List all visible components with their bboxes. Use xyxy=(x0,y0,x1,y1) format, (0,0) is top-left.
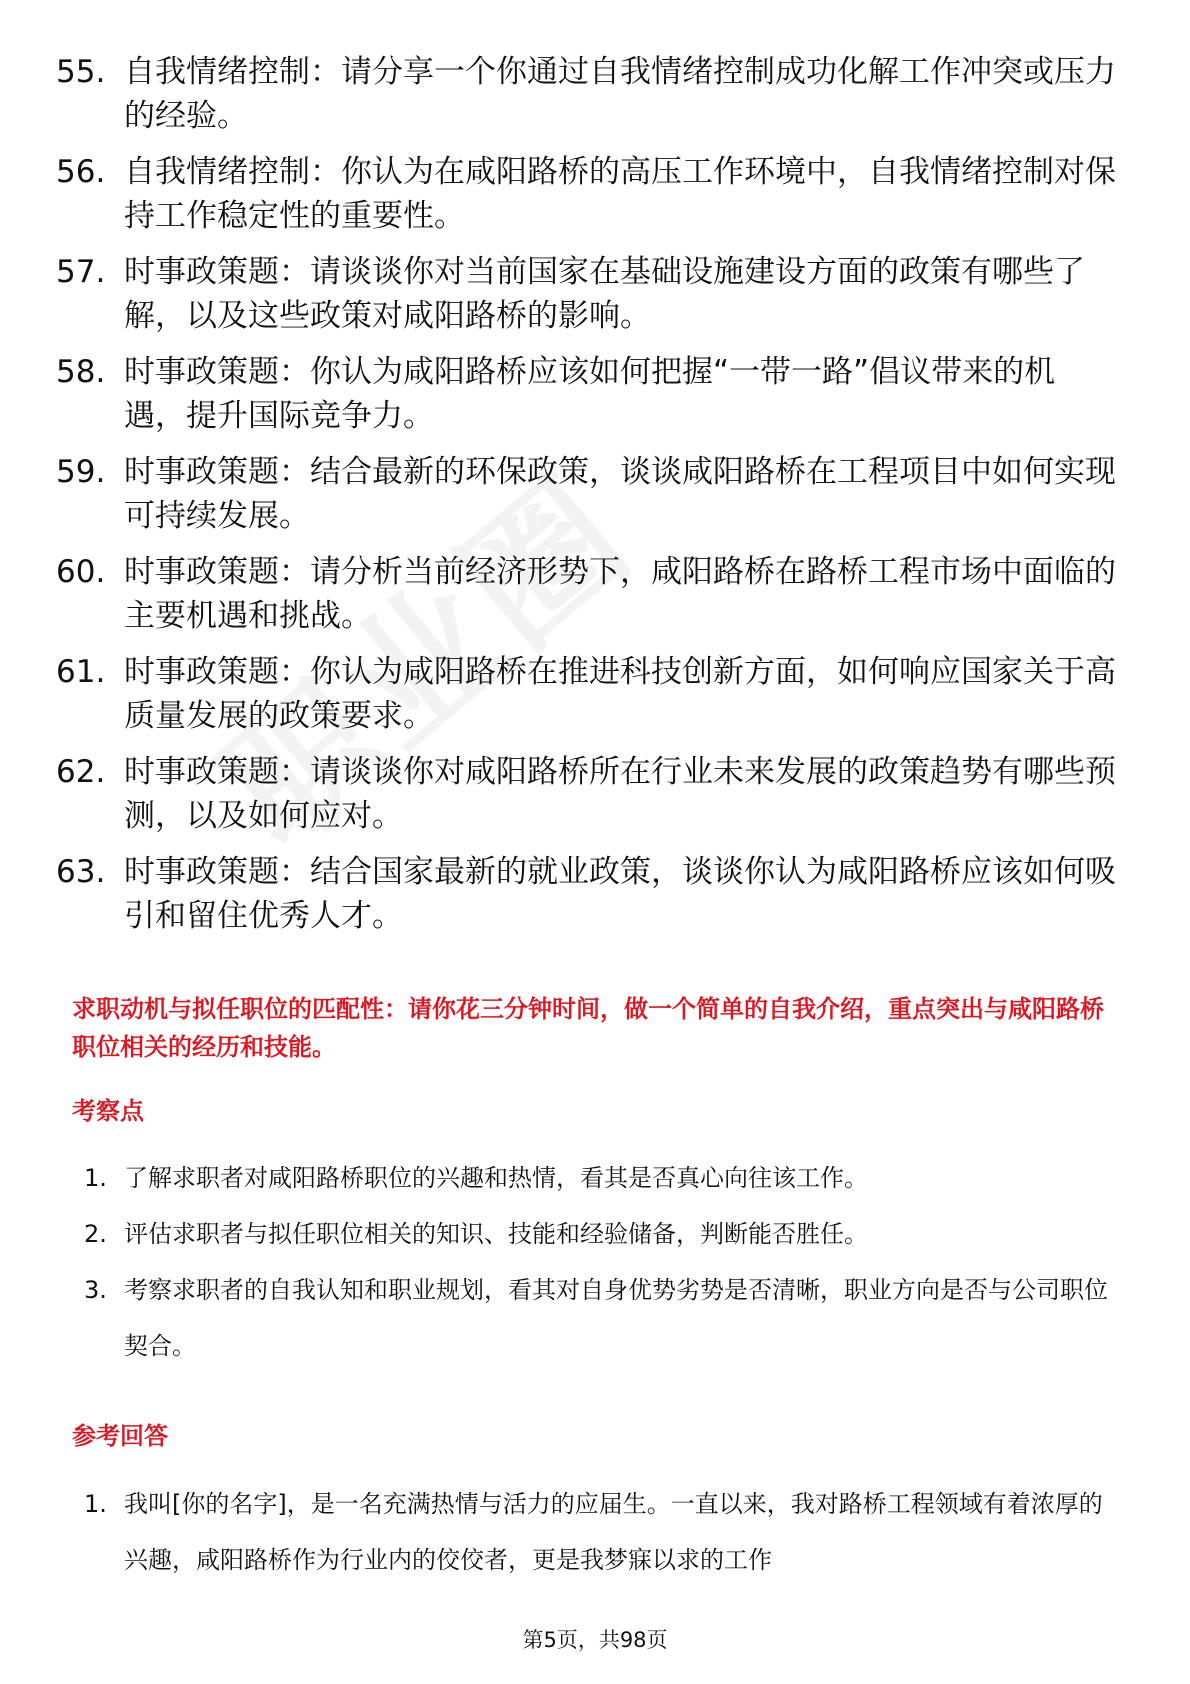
answer-text: 我叫[你的名字]，是一名充满热情与活力的应届生。一直以来，我对路桥工程领域有着浓厚的兴趣，咸阳路桥作为行业内的佼佼者，更是我梦寐以求的工作 xyxy=(124,1490,1103,1574)
answer-number: 1. xyxy=(84,1490,107,1518)
examine-number: 1. xyxy=(84,1164,107,1192)
question-list xyxy=(56,50,1116,950)
question-text: 时事政策题：请谈谈你对当前国家在基础设施建设方面的政策有哪些了解，以及这些政策对咸阳路桥的影响。 xyxy=(124,254,1085,334)
question-number: 60. xyxy=(56,554,106,590)
question-text: 时事政策题：请分析当前经济形势下，咸阳路桥在路桥工程市场中面临的主要机遇和挑战。 xyxy=(124,554,1116,634)
question-text: 时事政策题：请谈谈你对咸阳路桥所在行业未来发展的政策趋势有哪些预测，以及如何应对。 xyxy=(124,754,1116,834)
examine-heading: 考察点 xyxy=(72,1097,144,1125)
question-number: 55. xyxy=(56,54,106,90)
question-text: 时事政策题：结合最新的环保政策，谈谈咸阳路桥在工程项目中如何实现可持续发展。 xyxy=(124,454,1116,534)
examine-number: 2. xyxy=(84,1220,107,1248)
question-number: 56. xyxy=(56,154,106,190)
question-item xyxy=(56,350,1116,438)
question-number: 62. xyxy=(56,754,106,790)
question-text: 自我情绪控制：请分享一个你通过自我情绪控制成功化解工作冲突或压力的经验。 xyxy=(124,54,1116,134)
examine-text: 了解求职者对咸阳路桥职位的兴趣和热情，看其是否真心向往该工作。 xyxy=(124,1164,868,1192)
question-number: 63. xyxy=(56,854,106,890)
question-number: 57. xyxy=(56,254,106,290)
question-item xyxy=(56,550,1116,638)
question-item xyxy=(56,850,1116,938)
examine-text: 考察求职者的自我认知和职业规划，看其对自身优势劣势是否清晰，职业方向是否与公司职位契合。 xyxy=(124,1276,1108,1360)
question-item xyxy=(56,650,1116,738)
question-number: 58. xyxy=(56,354,106,390)
answer-list xyxy=(84,1476,1120,1588)
examine-item xyxy=(84,1150,1120,1206)
examine-number: 3. xyxy=(84,1276,107,1304)
question-item xyxy=(56,250,1116,338)
question-text: 时事政策题：结合国家最新的就业政策，谈谈你认为咸阳路桥应该如何吸引和留住优秀人才。 xyxy=(124,854,1116,934)
highlight-question: 求职动机与拟任职位的匹配性：请你花三分钟时间，做一个简单的自我介绍，重点突出与咸阳路桥职位相关的经历和技能。 xyxy=(72,995,1104,1061)
question-number: 59. xyxy=(56,454,106,490)
examine-item xyxy=(84,1262,1120,1374)
question-text: 时事政策题：你认为咸阳路桥应该如何把握“一带一路”倡议带来的机遇，提升国际竞争力。 xyxy=(124,354,1056,434)
examine-list xyxy=(84,1150,1120,1374)
question-item xyxy=(56,50,1116,138)
question-item xyxy=(56,450,1116,538)
question-text: 时事政策题：你认为咸阳路桥在推进科技创新方面，如何响应国家关于高质量发展的政策要求。 xyxy=(124,654,1116,734)
answer-item xyxy=(84,1476,1120,1588)
examine-item xyxy=(84,1206,1120,1262)
answer-heading: 参考回答 xyxy=(72,1422,168,1450)
question-text: 自我情绪控制：你认为在咸阳路桥的高压工作环境中，自我情绪控制对保持工作稳定性的重要性。 xyxy=(124,154,1116,234)
examine-text: 评估求职者与拟任职位相关的知识、技能和经验储备，判断能否胜任。 xyxy=(124,1220,868,1248)
question-number: 61. xyxy=(56,654,106,690)
question-item xyxy=(56,150,1116,238)
question-item xyxy=(56,750,1116,838)
page-footer: 第5页，共98页 xyxy=(522,1628,668,1652)
